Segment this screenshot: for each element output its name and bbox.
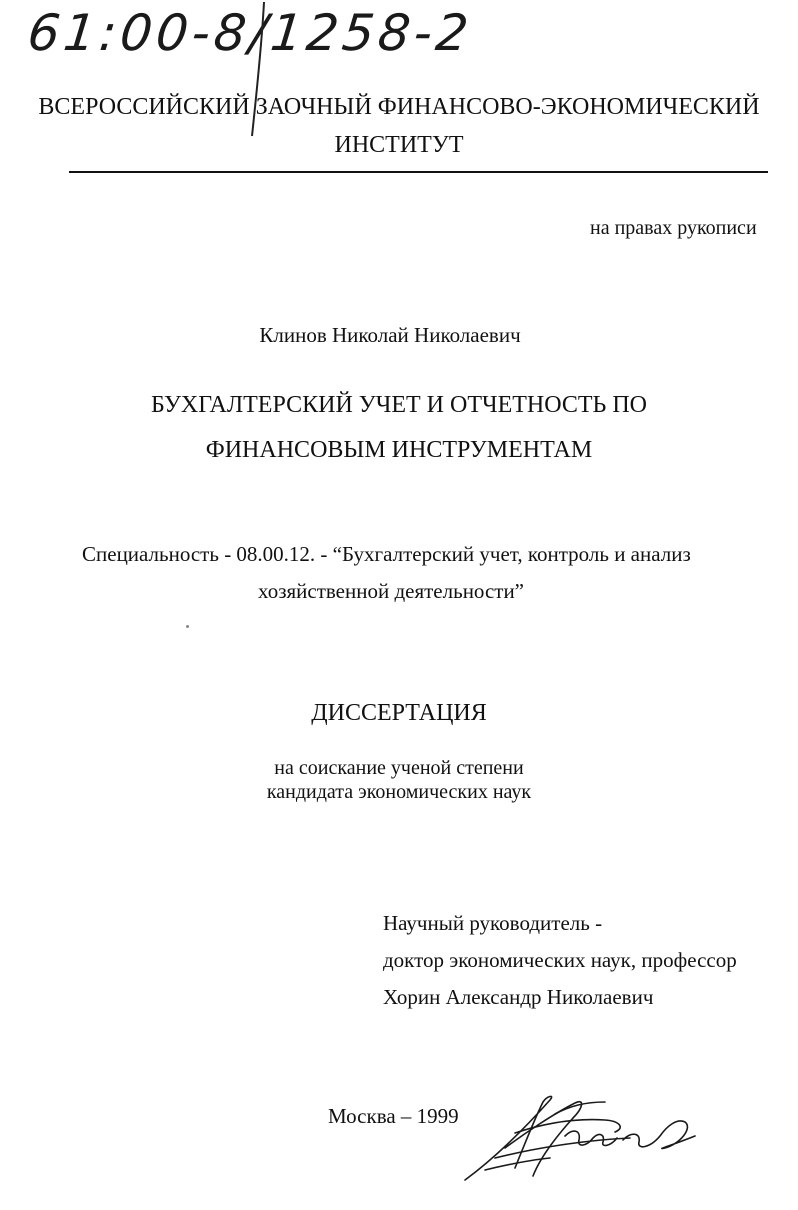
handwritten-archive-number: 61:00-8/1258-2 <box>24 4 475 62</box>
document-type: ДИССЕРТАЦИЯ <box>311 700 487 726</box>
institute-name-line2: ИНСТИТУТ <box>334 132 464 158</box>
degree-line1: на соискание ученой степени <box>274 757 524 779</box>
supervisor-name: Хорин Александр Николаевич <box>383 985 654 1009</box>
dissertation-title-line2: ФИНАНСОВЫМ ИНСТРУМЕНТАМ <box>205 437 593 463</box>
specialty-line1: Специальность - 08.00.12. - “Бухгалтерский учет, контроль и анализ <box>82 542 691 566</box>
dissertation-title-line1: БУХГАЛТЕРСКИЙ УЧЕТ И ОТЧЕТНОСТЬ ПО <box>151 392 647 418</box>
supervisor-label: Научный руководитель - <box>383 911 603 935</box>
manuscript-note: на правах рукописи <box>590 217 757 239</box>
institute-name-line1: ВСЕРОССИЙСКИЙ ЗАОЧНЫЙ ФИНАНСОВО-ЭКОНОМИЧЕСКИЙ <box>38 94 760 120</box>
city-year: Москва – 1999 <box>328 1104 459 1128</box>
scan-speck <box>186 625 189 628</box>
degree-line2: кандидата экономических наук <box>266 781 532 803</box>
handwritten-signature <box>455 1088 705 1188</box>
header-divider <box>69 171 768 173</box>
author-name: Клинов Николай Николаевич <box>259 323 521 347</box>
specialty-line2: хозяйственной деятельности” <box>258 579 525 603</box>
supervisor-degree: доктор экономических наук, профессор <box>383 948 737 972</box>
